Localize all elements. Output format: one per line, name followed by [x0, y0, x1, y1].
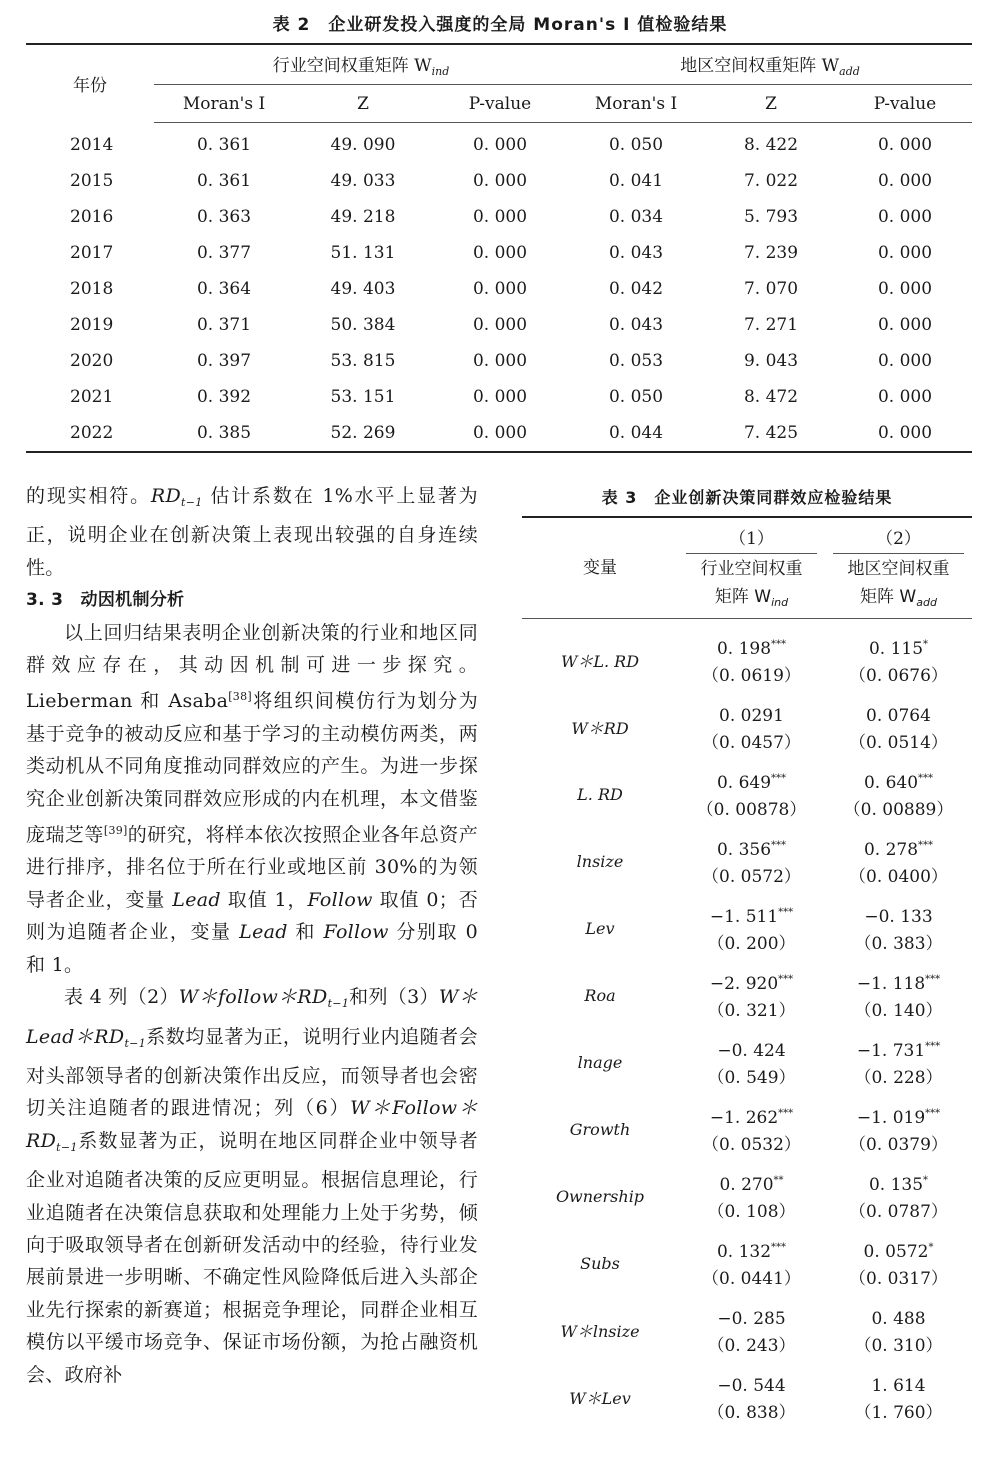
cell-p2: 0. 000: [838, 415, 972, 452]
body-text: [26, 480, 478, 1391]
standard-error: （0. 108）: [707, 1202, 796, 1222]
cell-z2: 9. 043: [743, 351, 799, 371]
cell-mi2: 0. 043: [608, 243, 664, 263]
table2-title: 表 2 企业研发投入强度的全局 Moran's I 值检验结果: [272, 15, 728, 35]
coefficient: −1. 731: [856, 1041, 926, 1061]
table-row: [26, 379, 972, 415]
col-p-1: P-value: [432, 85, 568, 123]
cell-mi2: 0. 041: [608, 171, 664, 191]
variable-name: Subs: [580, 1254, 620, 1273]
cell-mi2: 0. 042: [608, 279, 664, 299]
variable-name: L. RD: [577, 785, 623, 804]
table3-body: [522, 619, 972, 1432]
coefficient: 0. 198: [716, 639, 772, 659]
coefficient: −1. 262: [709, 1108, 779, 1128]
estimate-cell-2: [825, 895, 972, 962]
col-z-1: Z: [294, 85, 432, 123]
table-row: [522, 962, 972, 1029]
col2-name: 地区空间权重 矩阵 $W_{add}$: [825, 554, 972, 619]
col1-name: 行业空间权重 矩阵 $W_{ind}$: [678, 554, 825, 619]
cell-z1: 50. 384: [330, 315, 396, 335]
coefficient: 0. 278: [863, 840, 919, 860]
coefficient: −1. 019: [856, 1108, 926, 1128]
cell-year: 2020: [70, 351, 114, 371]
standard-error: （0. 0379）: [849, 1135, 948, 1155]
cell-mi1: 0. 397: [196, 351, 252, 371]
standard-error: （0. 0400）: [849, 867, 948, 887]
estimate-cell-2: [825, 1096, 972, 1163]
estimate-cell-1: [678, 895, 825, 962]
cell-z1: 49. 403: [330, 279, 396, 299]
variable-name: Lev: [585, 919, 615, 938]
table-row: [26, 163, 972, 199]
cell-p1: 0. 000: [472, 135, 528, 155]
coefficient: 0. 356: [716, 840, 772, 860]
table3: [522, 516, 972, 1431]
table-row: [26, 307, 972, 343]
cell-p2: 0. 000: [877, 171, 933, 191]
cell-p1: 0. 000: [472, 207, 528, 227]
group-header-region: 地区空间权重矩阵 $W_{add}$: [568, 44, 972, 85]
cell-year: 2016: [70, 207, 114, 227]
significance-stars: ***: [771, 840, 787, 851]
variable-name: W＊RD: [571, 719, 629, 738]
cell-year: 2015: [70, 171, 114, 191]
standard-error: （0. 0317）: [849, 1269, 948, 1289]
significance-stars: ***: [918, 840, 934, 851]
table-row: [522, 1364, 972, 1431]
col-z-2: Z: [704, 85, 838, 123]
standard-error: （0. 140）: [854, 1001, 943, 1021]
cell-z1: 49. 033: [330, 171, 396, 191]
variable-name: Growth: [569, 1120, 631, 1139]
estimate-cell-1: [678, 1029, 825, 1096]
standard-error: （0. 243）: [707, 1336, 796, 1356]
cell-p2: 0. 000: [877, 387, 933, 407]
col2-number: （2）: [825, 517, 972, 554]
coefficient: 0. 488: [871, 1309, 926, 1329]
estimate-cell-1: [678, 694, 825, 761]
group-header-industry: 行业空间权重矩阵 $W_{ind}$: [154, 44, 568, 85]
cell-mi1: 0. 392: [196, 387, 252, 407]
table-row: [522, 627, 972, 694]
cell-p2: 0. 000: [877, 135, 933, 155]
table-row: [522, 895, 972, 962]
significance-stars: ***: [925, 1108, 941, 1119]
standard-error: （0. 00878）: [696, 800, 807, 820]
estimate-cell-2: [825, 694, 972, 761]
cell-p2: 0. 000: [877, 243, 933, 263]
cell-z2: 5. 793: [743, 207, 799, 227]
table-row: [26, 199, 972, 235]
estimate-cell-2: [825, 828, 972, 895]
coefficient: 0. 270: [719, 1175, 774, 1195]
cell-z2: 7. 022: [743, 171, 799, 191]
cell-z2: 7. 239: [743, 243, 799, 263]
standard-error: （0. 0514）: [849, 733, 948, 753]
col-p-2: P-value: [838, 85, 972, 123]
standard-error: （0. 228）: [854, 1068, 943, 1088]
cell-z2: 8. 422: [743, 135, 799, 155]
cell-p2: 0. 000: [877, 315, 933, 335]
estimate-cell-1: [678, 1096, 825, 1163]
coefficient: −0. 424: [717, 1041, 786, 1061]
significance-stars: ***: [918, 773, 934, 784]
cell-z1: 53. 815: [330, 351, 396, 371]
estimate-cell-1: [678, 761, 825, 828]
table-row: [26, 271, 972, 307]
cell-z2: 7. 271: [743, 315, 799, 335]
cell-mi1: 0. 361: [196, 135, 252, 155]
cell-mi1: 0. 364: [196, 279, 252, 299]
estimate-cell-2: [825, 761, 972, 828]
cell-mi2: 0. 050: [608, 135, 664, 155]
significance-stars: ***: [771, 1242, 787, 1253]
table-row: [522, 1230, 972, 1297]
coefficient: 0. 132: [716, 1242, 772, 1262]
standard-error: （0. 0619）: [702, 666, 801, 686]
cell-year: 2017: [70, 243, 114, 263]
coefficient: 0. 649: [716, 773, 772, 793]
estimate-cell-1: [678, 828, 825, 895]
standard-error: （0. 0457）: [702, 733, 801, 753]
table-row: [26, 123, 972, 164]
standard-error: （0. 0572）: [702, 867, 801, 887]
coefficient: 0. 0572: [863, 1242, 929, 1262]
cell-p1: 0. 000: [432, 415, 568, 452]
coefficient: −0. 133: [864, 907, 933, 927]
cell-year: 2021: [70, 387, 114, 407]
cell-mi2: 0. 044: [568, 415, 704, 452]
significance-stars: ***: [925, 974, 941, 985]
table-row: [522, 828, 972, 895]
significance-stars: *: [923, 1175, 929, 1186]
cell-p2: 0. 000: [877, 351, 933, 371]
standard-error: （0. 00889）: [843, 800, 954, 820]
table-row: [26, 235, 972, 271]
cell-mi1: 0. 385: [154, 415, 294, 452]
coefficient: −2. 920: [709, 974, 779, 994]
year-header: 年份: [26, 44, 154, 123]
cell-p1: 0. 000: [472, 171, 528, 191]
table-row: [522, 1163, 972, 1230]
table-row: [522, 1297, 972, 1364]
estimate-cell-2: [825, 1163, 972, 1230]
section-heading: 3. 3 动因机制分析: [26, 590, 185, 611]
cell-p1: 0. 000: [472, 279, 528, 299]
cell-z1: 49. 090: [330, 135, 396, 155]
cell-p1: 0. 000: [472, 387, 528, 407]
cell-z2: 7. 425: [704, 415, 838, 452]
cell-z2: 7. 070: [743, 279, 799, 299]
coefficient: −0. 285: [717, 1309, 786, 1329]
cell-year: 2014: [70, 134, 114, 155]
cell-year: 2019: [70, 315, 114, 335]
variable-name: Roa: [584, 986, 616, 1005]
table-row: [522, 694, 972, 761]
table-row: [26, 415, 972, 452]
cell-mi1: 0. 371: [196, 315, 252, 335]
coefficient: 0. 135: [868, 1175, 924, 1195]
cell-z1: 51. 131: [330, 243, 396, 263]
estimate-cell-1: [678, 627, 825, 694]
variable-name: W＊lnsize: [560, 1322, 640, 1341]
estimate-cell-2: [825, 962, 972, 1029]
standard-error: （1. 760）: [854, 1403, 943, 1423]
estimate-cell-2: [825, 1297, 972, 1364]
paragraph-1: 的现实相符。$RD_{t-1}$ 估计系数在 1%水平上显著为正，说明企业在创新决策上表现出较强的自身连续性。: [26, 485, 478, 579]
significance-stars: ***: [778, 907, 794, 918]
cell-mi2: 0. 034: [608, 207, 664, 227]
significance-stars: **: [773, 1175, 784, 1186]
cell-z2: 8. 472: [743, 387, 799, 407]
variable-name: Ownership: [555, 1187, 645, 1206]
cell-mi2: 0. 050: [608, 387, 664, 407]
significance-stars: ***: [771, 639, 787, 650]
estimate-cell-1: [678, 962, 825, 1029]
paragraph-2: 以上回归结果表明企业创新决策的行业和地区同群效应存在，其动因机制可进一步探究。Lieberman 和 Asaba[38]将组织间模仿行为划分为基于竞争的被动反应和基于学习的主动模仿两类，两类动机从不同角度推动同群效应的产生。为进一步探究企业创新决策同群效应形成的内在机理，本文借鉴庞瑞芝等[39]的研究，将样本依次按照企业各年总资产进行排序，排名位于所在行业或地区前 30%的为领导者企业，变量 Lead 取值 1，Follow 取值 0；否则为追随者企业，变量 Lead 和 Follow 分别取 0 和 1。: [26, 621, 479, 976]
table3-title: 表 3 企业创新决策同群效应检验结果: [601, 488, 893, 507]
estimate-cell-1: [678, 1230, 825, 1297]
variable-name: W＊L. RD: [560, 652, 640, 671]
cell-mi1: 0. 363: [196, 207, 252, 227]
cell-year: 2018: [70, 279, 114, 299]
variable-header: 变量: [522, 517, 678, 619]
table-row: [522, 761, 972, 828]
estimate-cell-1: [678, 1163, 825, 1230]
cell-mi1: 0. 377: [196, 243, 252, 263]
coefficient: 0. 115: [868, 639, 924, 659]
table-row: [522, 1096, 972, 1163]
standard-error: （0. 0441）: [702, 1269, 801, 1289]
standard-error: （0. 0676）: [849, 666, 948, 686]
coefficient: 0. 0291: [719, 706, 784, 726]
cell-year: 2022: [26, 415, 154, 452]
standard-error: （0. 0532）: [702, 1135, 801, 1155]
significance-stars: *: [928, 1242, 934, 1253]
coefficient: 0. 0764: [866, 706, 931, 726]
col1-number: （1）: [678, 517, 825, 554]
coefficient: −1. 511: [709, 907, 779, 927]
estimate-cell-2: [825, 1364, 972, 1431]
standard-error: （0. 549）: [707, 1068, 796, 1088]
significance-stars: ***: [925, 1041, 941, 1052]
cell-p1: 0. 000: [472, 243, 528, 263]
coefficient: −0. 544: [717, 1376, 786, 1396]
table-row: [26, 343, 972, 379]
significance-stars: ***: [771, 773, 787, 784]
cell-p1: 0. 000: [472, 351, 528, 371]
standard-error: （0. 310）: [854, 1336, 943, 1356]
standard-error: （0. 200）: [707, 934, 796, 954]
estimate-cell-2: [825, 1029, 972, 1096]
paragraph-3: 表 4 列$(2)W*follow*RD_{t-1}$和列$(3)W*Lead*RD_{t-1}$系数均显著为正，说明行业内追随者会对头部领导者的创新决策作出反应，而领导者也会密切关注追随者的跟进情况；列$(6)W*Follow*RD_{t-1}$系数显著为正，说明在地区同群企业中领导者企业对追随者决策的反应更明显。根据信息理论，行业追随者在决策信息获取和处理能力上处于劣势，倾向于吸取领导者在创新研发活动中的经验，待行业发展前景进一步明晰、不确定性风险降低后进入头部企业先行探索的新赛道；根据竞争理论，同群企业相互模仿以平缓市场竞争、保证市场份额，为抢占融资机会、政府补: [26, 986, 478, 1386]
coefficient: −1. 118: [856, 974, 926, 994]
cell-p1: 0. 000: [472, 315, 528, 335]
cell-z1: 53. 151: [330, 387, 396, 407]
variable-name: lnsize: [576, 852, 624, 871]
standard-error: （0. 321）: [707, 1001, 796, 1021]
cell-p2: 0. 000: [877, 279, 933, 299]
variable-name: lnage: [577, 1053, 623, 1072]
cell-mi1: 0. 361: [196, 171, 252, 191]
standard-error: （0. 838）: [707, 1403, 796, 1423]
estimate-cell-2: [825, 627, 972, 694]
cell-z1: 49. 218: [330, 207, 396, 227]
variable-name: W＊Lev: [569, 1389, 631, 1408]
col-moran-2: Moran's I: [568, 85, 704, 123]
standard-error: （0. 0787）: [849, 1202, 948, 1222]
col-moran-1: Moran's I: [154, 85, 294, 123]
significance-stars: ***: [778, 974, 794, 985]
standard-error: （0. 383）: [854, 934, 943, 954]
table-row: [522, 1029, 972, 1096]
cell-mi2: 0. 043: [608, 315, 664, 335]
estimate-cell-2: [825, 1230, 972, 1297]
estimate-cell-1: [678, 1297, 825, 1364]
estimate-cell-1: [678, 1364, 825, 1431]
cell-p2: 0. 000: [877, 207, 933, 227]
table2-body: [26, 123, 972, 453]
coefficient: 1. 614: [871, 1376, 926, 1396]
coefficient: 0. 640: [863, 773, 919, 793]
table2: [26, 43, 972, 453]
cell-z1: 52. 269: [294, 415, 432, 452]
significance-stars: *: [923, 639, 929, 650]
significance-stars: ***: [778, 1108, 794, 1119]
cell-mi2: 0. 053: [608, 351, 664, 371]
